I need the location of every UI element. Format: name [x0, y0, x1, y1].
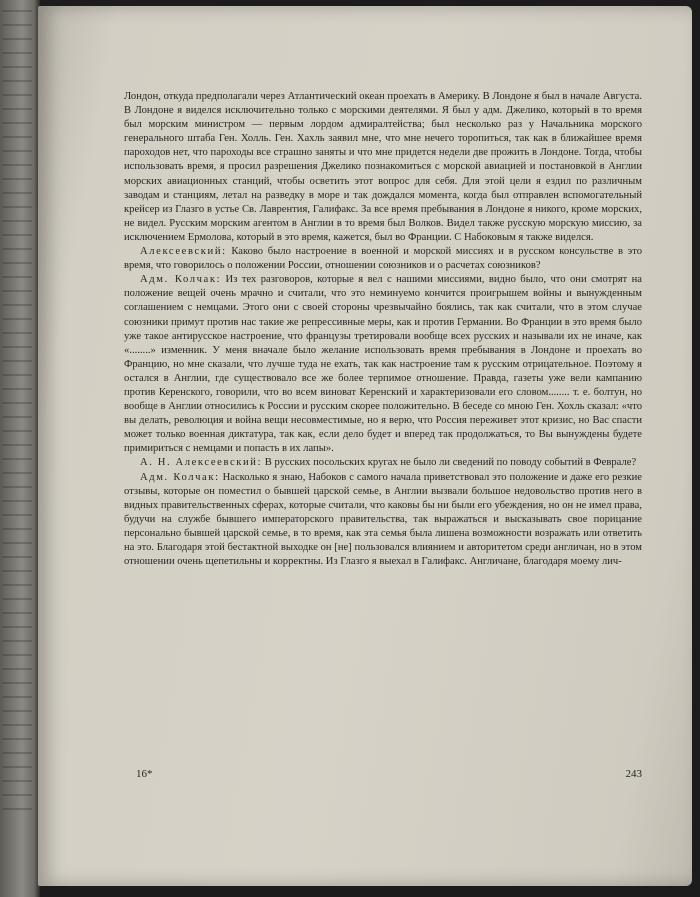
paragraph-text: Насколько я знаю, Набоков с самого начала приветствовал это положение и даже его резкие отзывы, которые он поместил о бывшей царской семье, в Англии вызвали большое недовольство против него в видных правительственных сферах, которые считали, что каковы бы ни были его убеждения, но он не имел права, будучи на службе бывшего императорского правительства, так выражаться и высказывать свое порицание персонально бывшей царской семье, в то время, как эта семья была лишена возможности возражать или ответить на это. Благодаря этой бестактной выходке он [не] пользовался влиянием и авторитетом среди англичан, но в этом отношении очень щепетильны и корректны. Из Глазго я выехал в Галифакс. Англичане, благодаря моему лич-	[124, 471, 643, 568]
facing-page-edge	[0, 0, 40, 897]
paragraph-text: Каково было настроение в военной и морской миссиях и в русском консульстве в это время, что говорилось о положении России, отношении союзников и о расчетах союзников?	[124, 246, 642, 272]
page-number: 243	[625, 768, 642, 780]
signature-mark: 16*	[136, 768, 153, 780]
paragraph	[124, 456, 642, 470]
speaker-label: А. Н. Алексеевский:	[140, 457, 263, 469]
paragraph	[124, 471, 642, 570]
page-body	[124, 90, 642, 569]
speaker-label: Адм. Колчак:	[140, 274, 222, 286]
paragraph	[124, 273, 642, 456]
speaker-label: Алексеевский:	[140, 246, 227, 258]
paragraph	[124, 245, 642, 273]
book-page	[38, 6, 692, 886]
speaker-label: Адм. Колчак:	[140, 471, 220, 483]
facing-page-text-edge	[2, 10, 32, 810]
paragraph-text: В русских посольских кругах не было ли сведений по поводу событий в Феврале?	[262, 457, 637, 469]
paragraph-text: Из тех разговоров, которые я вел с нашими миссиями, видно было, что они смотрят на положение вещей очень мрачно и считали, что это неминуемо кончится проигрышем войны и вынужденным соглашением с немцами. Этого они с своей стороны чрезвычайно боялись, так как считали, что в этом случае союзники примут против нас такие же репрессивные меры, как и против Германии. Во Франции в это время было уже такое антирусское настроение, что французы третировали вообще всех русских и называли их не иначе, как «........» изменник. У меня вначале было желание использовать время пребывания в Лондоне и проехать во Францию, но мне сказали, что лучше туда не ехать, так как настроение там к русским отрицательное. Поэтому я остался в Англии, где существовало все же более терпимое отношение. Правда, газеты уже вели кампанию против Керенского, говорили, что во всем виноват Керенский и характеризовали его словом........ т. е. болтун, но вообще в Англии относились к России и русским скорее положительно. В беседе со мною Ген. Хохль сказал: «что вы делать, революция и война вещи несовместимые, но я верю, что Россия переживет этот кризис, но Вас спасти может только военная диктатура, так как, если дело будет и вперед так продолжаться, то Вы вынуждены будете примириться с немцами и попасть в их лапы».	[124, 274, 642, 455]
opening-paragraph: Лондон, откуда предполагали через Атлантический океан проехать в Америку. В Лондоне я был в начале Августа. В Лондоне я виделся исключительно только с морскими деятелями. Я был у адм. Джелико, который в то время был морским министром — первым лордом адмиралтейства; был несколько раз у Начальника морского генерального штаба Ген. Холль. Ген. Хахль заявил мне, что мне нечего торопиться, так как в ближайшее время пароходов нет, что пароходы все страшно заняты и что мне придется недели две прожить в Лондоне. Тогда, чтобы использовать время, я просил разрешения Джелико познакомиться с морской авиацией и постановкой в Англии морских авиационных станций, чтобы осветить этот вопрос для себя. Для этой цели я ездил по различным заводам и станциям, летал на разведку в море и так дождался момента, когда был отправлен вспомогательный крейсер из Глазго в устье Св. Лаврентия, Галифакс. За все время пребывания в Лондоне я никого, кроме морских, не видел. Русским морским агентом в Англии в то время был Волков. Видел также русскую морскую миссию, за исключением Ермолова, который в это время, кажется, был во Франции. С Набоковым я также виделся.	[124, 91, 642, 243]
